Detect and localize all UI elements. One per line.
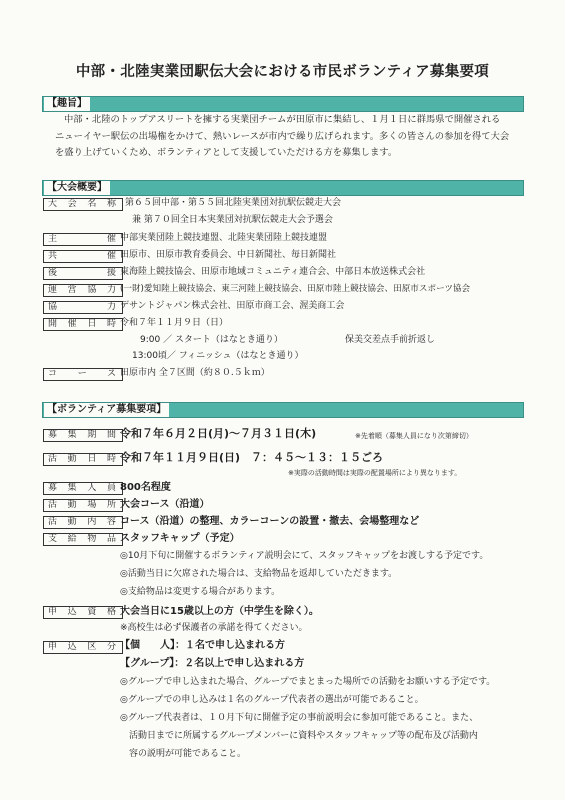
relay-point: 保美交差点手前折返し <box>345 335 436 345</box>
purpose-line-3: を盛り上げていくため、ボランティアとして支援していただける方を募集します。 <box>55 147 398 158</box>
content: コース（沿道）の整理、カラーコーンの設置・撤去、会場整理など <box>120 516 420 527</box>
support: 東海陸上競技協会、田原市地域コミュニティ連合会、中部日本放送株式会社 <box>120 267 426 277</box>
label-capacity: 募集人員 <box>43 482 123 495</box>
label-cohost: 共催 <box>43 250 123 263</box>
period: 令和７年６月２日(月)～７月３１日(木) <box>120 427 317 440</box>
operation: (一財)愛知陸上競技協会、東三河陸上競技協会、田原市陸上競技協会、田原市スポーツ協会 <box>120 284 471 294</box>
section-header-purpose: 【趣旨】 <box>42 96 524 112</box>
label-eligibility: 申込資格 <box>43 606 123 619</box>
activity-date: 令和７年１１月９日(日) ７：４５～１３：１５ごろ <box>120 451 384 464</box>
label-period: 募集期間 <box>43 429 123 442</box>
label-support: 後援 <box>43 267 123 280</box>
eligibility: 大会当日に15歳以上の方（中学生を除く）。 <box>120 606 319 617</box>
section-header-volunteer: 【ボランティア募集要項】 <box>42 402 524 418</box>
purpose-line-1: 中部・北陸のトップアスリートを擁する実業団チームが田原市に集結し、１月１日に群馬県で開催される <box>64 114 501 125</box>
organizer: 中部実業団陸上競技連盟、北陸実業団陸上競技連盟 <box>120 233 328 243</box>
cohost: 田原市、田原市教育委員会、中日新聞社、毎日新聞社 <box>120 250 337 260</box>
label-category: 申込区分 <box>43 641 123 654</box>
goods-note-2: ◎活動当日に欠席された場合は、支給物品を返却していただきます。 <box>120 569 398 579</box>
event-name-1: 第６５回中部・第５５回北陸実業団対抗駅伝競走大会 <box>125 198 342 208</box>
period-note: ※先着順（募集人員になり次第締切） <box>355 432 473 440</box>
group-note-2: ◎グループでの申し込みは１名のグループ代表者の選出が可能であること。 <box>120 695 424 705</box>
activity-note: ※実際の活動時間は実際の配置場所により異なります。 <box>288 469 462 477</box>
start-time: 9:00 ／ スタート（はなとき通り） <box>140 335 283 345</box>
label-goods: 支給物品 <box>43 533 123 546</box>
label-operation: 運営協力 <box>43 284 123 297</box>
label-cooperation: 協力 <box>43 301 123 314</box>
label-event-name: 大会名称 <box>43 198 123 211</box>
section-header-overview: 【大会概要】 <box>42 180 524 196</box>
purpose-text <box>55 112 523 162</box>
group-note-1: ◎グループで申し込まれた場合、グループでまとまった場所での活動をお願いする予定です。 <box>120 677 496 687</box>
goods-note-1: ◎10月下旬に開催するボランティア説明会にて、スタッフキャップをお渡しする予定です。 <box>120 551 489 561</box>
label-organizer: 主催 <box>43 233 123 246</box>
goods: スタッフキャップ（予定） <box>120 533 240 544</box>
category-group: 【グループ】：２名以上で申し込まれる方 <box>120 658 305 669</box>
category-individual: 【個 人】：１名で申し込まれる方 <box>120 640 285 651</box>
capacity: 800名程度 <box>120 482 171 493</box>
label-course: コース <box>43 368 123 381</box>
group-note-5: 容の説明が可能であること。 <box>129 749 247 759</box>
course: 田原市内 全７区間（約８０.５ｋｍ） <box>120 368 270 378</box>
group-note-3: ◎グループ代表者は、１０月下旬に開催予定の事前説明会に参加可能であること。また、 <box>120 713 479 723</box>
label-content: 活動内容 <box>43 516 123 529</box>
eligibility-note: ※高校生は必ず保護者の承諾を得てください。 <box>120 623 308 633</box>
label-date: 開催日時 <box>43 318 123 331</box>
page-title: 中部・北陸実業団駅伝大会における市民ボランティア募集要項 <box>75 64 490 80</box>
goods-note-3: ◎支給物品は変更する場合があります。 <box>120 587 281 597</box>
group-note-4: 活動日までに所属するグループメンバーに資料やスタッフキャップ等の配布及び活動内 <box>129 731 478 741</box>
event-name-2: 兼 第７０回全日本実業団対抗駅伝競走大会予選会 <box>132 215 333 225</box>
label-activity-date: 活動日時 <box>43 453 123 466</box>
place: 大会コース（沿道） <box>120 499 210 510</box>
event-date: 令和７年１１月９日（日） <box>120 318 229 328</box>
finish-time: 13:00頃／ フィニッシュ（はなとき通り） <box>132 351 304 361</box>
cooperation: デサントジャパン株式会社、田原市商工会、渥美商工会 <box>120 301 345 311</box>
purpose-line-2: ニューイヤー駅伝の出場権をかけて、熱いレースが市内で繰り広げられます。多くの皆さんの参加を得て大会 <box>55 130 510 142</box>
label-place: 活動場所 <box>43 499 123 512</box>
